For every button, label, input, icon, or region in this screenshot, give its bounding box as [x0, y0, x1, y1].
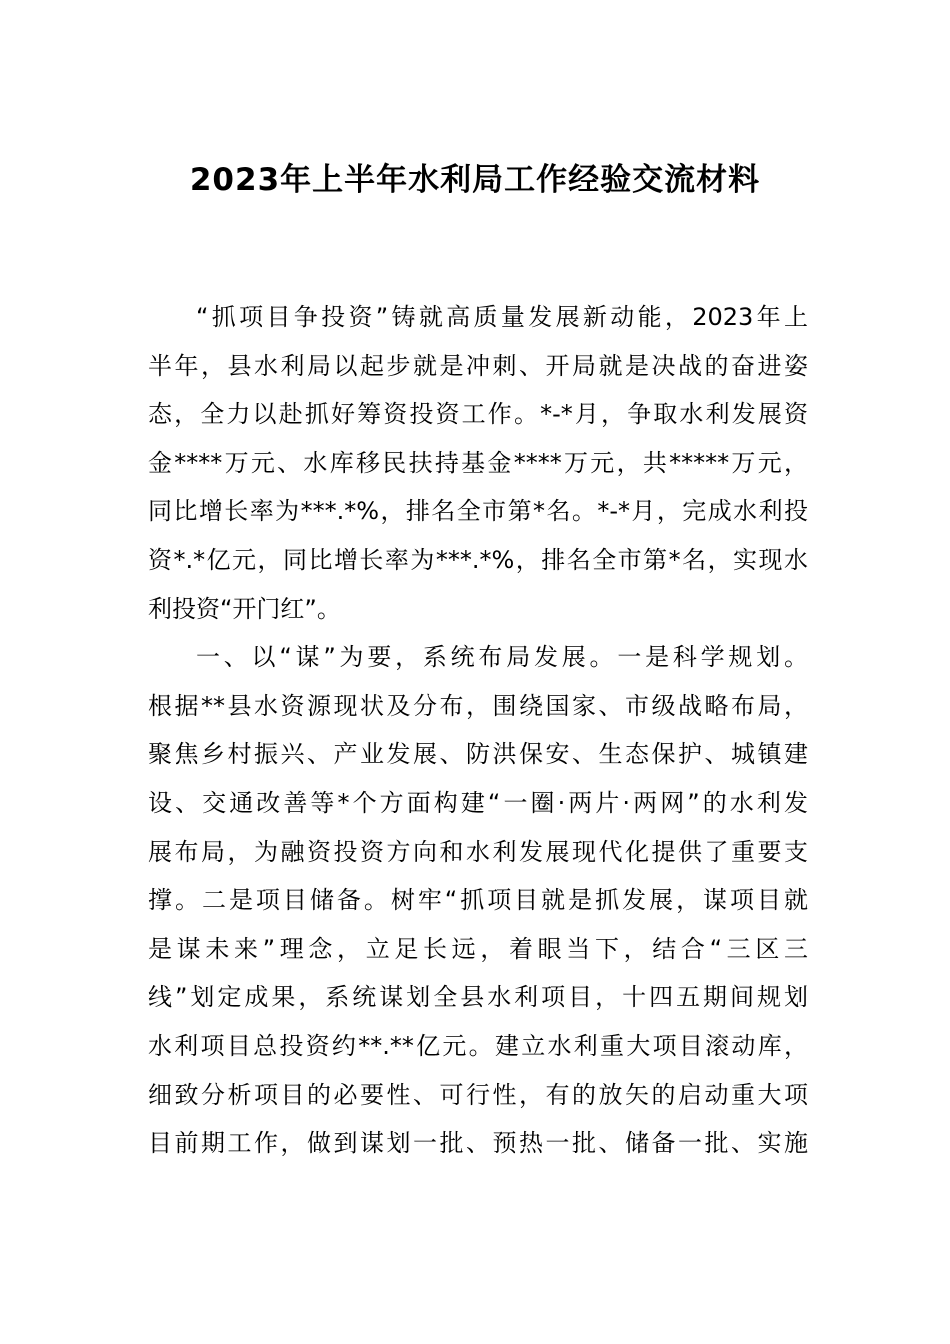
- body-line-12: 展布局，为融资投资方向和水利发展现代化提供了重要支: [148, 837, 808, 866]
- body-line-5: 同比增长率为***.*%，排名全市第*名。*-*月，完成水利投: [148, 497, 808, 526]
- body-line-3: 态，全力以赴抓好筹资投资工作。*-*月，争取水利发展资: [148, 400, 808, 429]
- body-line-1: “抓项目争投资”铸就高质量发展新动能，2023年上: [196, 303, 808, 331]
- document-body: [148, 293, 808, 1168]
- body-line-9: 根据**县水资源现状及分布，围绕国家、市级战略布局，: [148, 691, 808, 720]
- body-line-14: 是谋未来”理念，立足长远，着眼当下，结合“三区三: [148, 934, 808, 963]
- body-line-13: 撑。二是项目储备。树牢“抓项目就是抓发展，谋项目就: [148, 886, 808, 915]
- body-line-18: 目前期工作，做到谋划一批、预热一批、储备一批、实施: [148, 1129, 808, 1158]
- body-line-4: 金****万元、水库移民扶持基金****万元，共*****万元，: [148, 448, 808, 477]
- body-line-11: 设、交通改善等*个方面构建“一圈·两片·两网”的水利发: [148, 788, 808, 817]
- document-title: 2023年上半年水利局工作经验交流材料: [189, 162, 761, 198]
- body-line-16: 水利项目总投资约**.**亿元。建立水利重大项目滚动库，: [148, 1031, 808, 1060]
- body-line-17: 细致分析项目的必要性、可行性，有的放矢的启动重大项: [148, 1080, 808, 1109]
- body-line-8: 一、以“谋”为要，系统布局发展。一是科学规划。: [196, 643, 808, 672]
- body-line-15: 线”划定成果，系统谋划全县水利项目，十四五期间规划: [148, 983, 808, 1012]
- body-line-2: 半年，县水利局以起步就是冲刺、开局就是决战的奋进姿: [148, 351, 808, 380]
- body-line-7: 利投资“开门红”。: [148, 594, 341, 623]
- body-line-10: 聚焦乡村振兴、产业发展、防洪保安、生态保护、城镇建: [148, 740, 808, 769]
- body-line-6: 资*.*亿元，同比增长率为***.*%，排名全市第*名，实现水: [148, 545, 808, 574]
